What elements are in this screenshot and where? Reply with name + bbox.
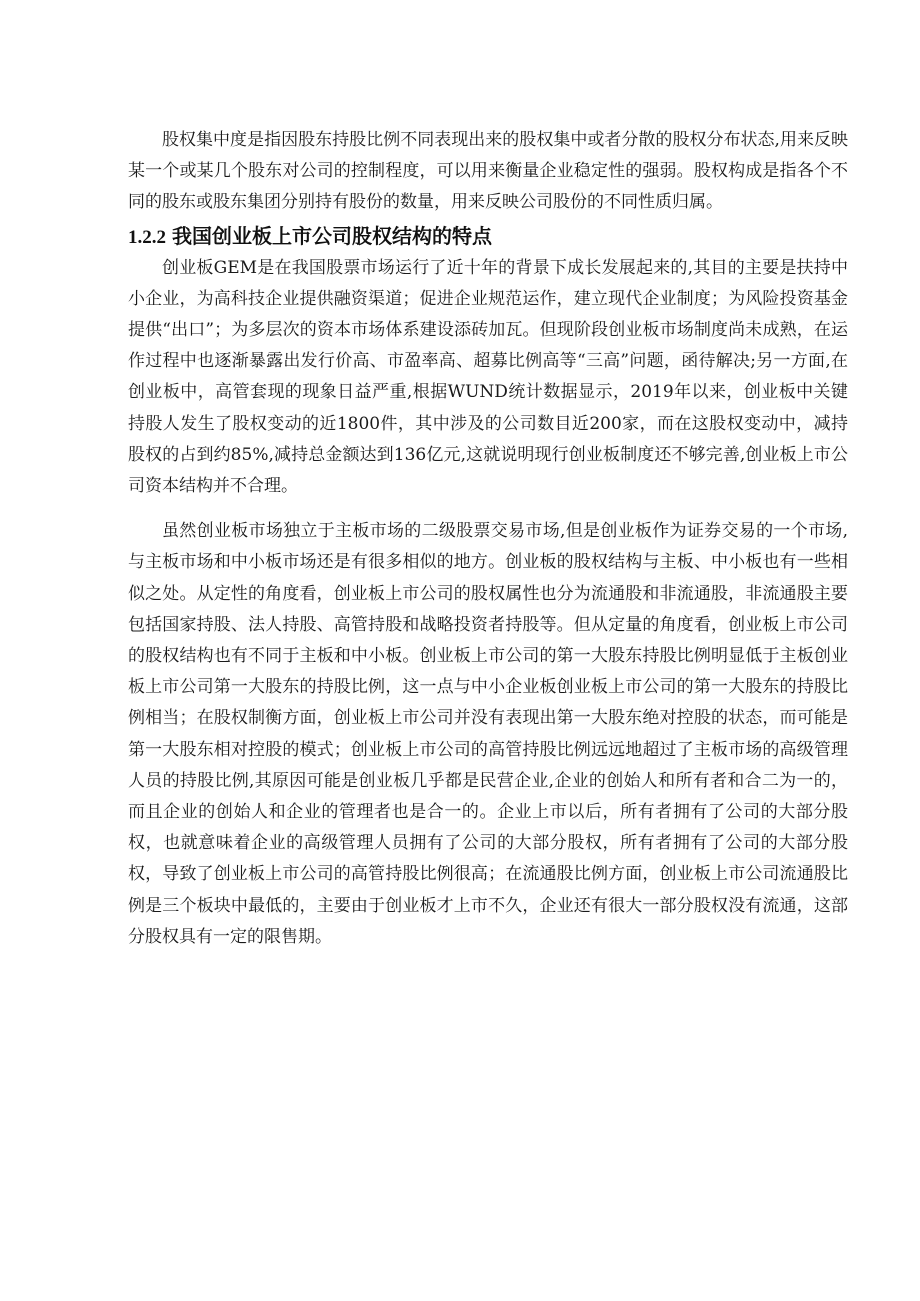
document-body	[128, 125, 848, 953]
section-number: 1.2.2	[128, 226, 166, 248]
paragraph-gem-equity-structure: 虽然创业板市场独立于主板市场的二级股票交易市场,但是创业板作为证券交易的一个市场,与主板市场和中小板市场还是有很多相似的地方。创业板的股权结构与主板、中小板也有一些相似之处。从定性的角度看，创业板上市公司的股权属性也分为流通股和非流通股，非流通股主要包括国家持股、法人持股、高管持股和战略投资者持股等。但从定量的角度看，创业板上市公司的股权结构也有不同于主板和中小板。创业板上市公司的第一大股东持股比例明显低于主板创业板上市公司第一大股东的持股比例，这一点与中小企业板创业板上市公司的第一大股东的持股比例相当；在股权制衡方面，创业板上市公司并没有表现出第一大股东绝对控股的状态，而可能是第一大股东相对控股的模式；创业板上市公司的高管持股比例远远地超过了主板市场的高级管理人员的持股比例,其原因可能是创业板几乎都是民营企业,企业的创始人和所有者和合二为一的，而且企业的创始人和企业的管理者也是合一的。企业上市以后，所有者拥有了公司的大部分股权，也就意味着企业的高级管理人员拥有了公司的大部分股权，所有者拥有了公司的大部分股权，导致了创业板上市公司的高管持股比例很高；在流通股比例方面，创业板上市公司流通股比例是三个板块中最低的，主要由于创业板才上市不久，企业还有很大一部分股权没有流通，这部分股权具有一定的限售期。	[128, 521, 848, 947]
paragraph-equity-concentration: 股权集中度是指因股东持股比例不同表现出来的股权集中或者分散的股权分布状态,用来反映某一个或某几个股东对公司的控制程度，可以用来衡量企业稳定性的强弱。股权构成是指各个不同的股东或股东集团分别持有股份的数量，用来反映公司股份的不同性质归属。	[128, 130, 848, 213]
paragraph-gem-background: 创业板GEM是在我国股票市场运行了近十年的背景下成长发展起来的,其目的主要是扶持中小企业，为高科技企业提供融资渠道；促进企业规范运作，建立现代企业制度；为风险投资基金提供“出口”；为多层次的资本市场体系建设添砖加瓦。但现阶段创业板市场制度尚未成熟，在运作过程中也逐渐暴露出发行价高、市盈率高、超募比例高等“三高”问题，函待解决;另一方面,在创业板中，高管套现的现象日益严重,根据WUND统计数据显示，2019年以来，创业板中关键持股人发生了股权变动的近1800件，其中涉及的公司数目近200家，而在这股权变动中，减持股权的占到约85%,减持总金额达到136亿元,这就说明现行创业板制度还不够完善,创业板上市公司资本结构并不合理。	[128, 257, 848, 497]
section-title: 我国创业板上市公司股权结构的特点	[172, 223, 492, 248]
section-heading	[128, 219, 848, 253]
